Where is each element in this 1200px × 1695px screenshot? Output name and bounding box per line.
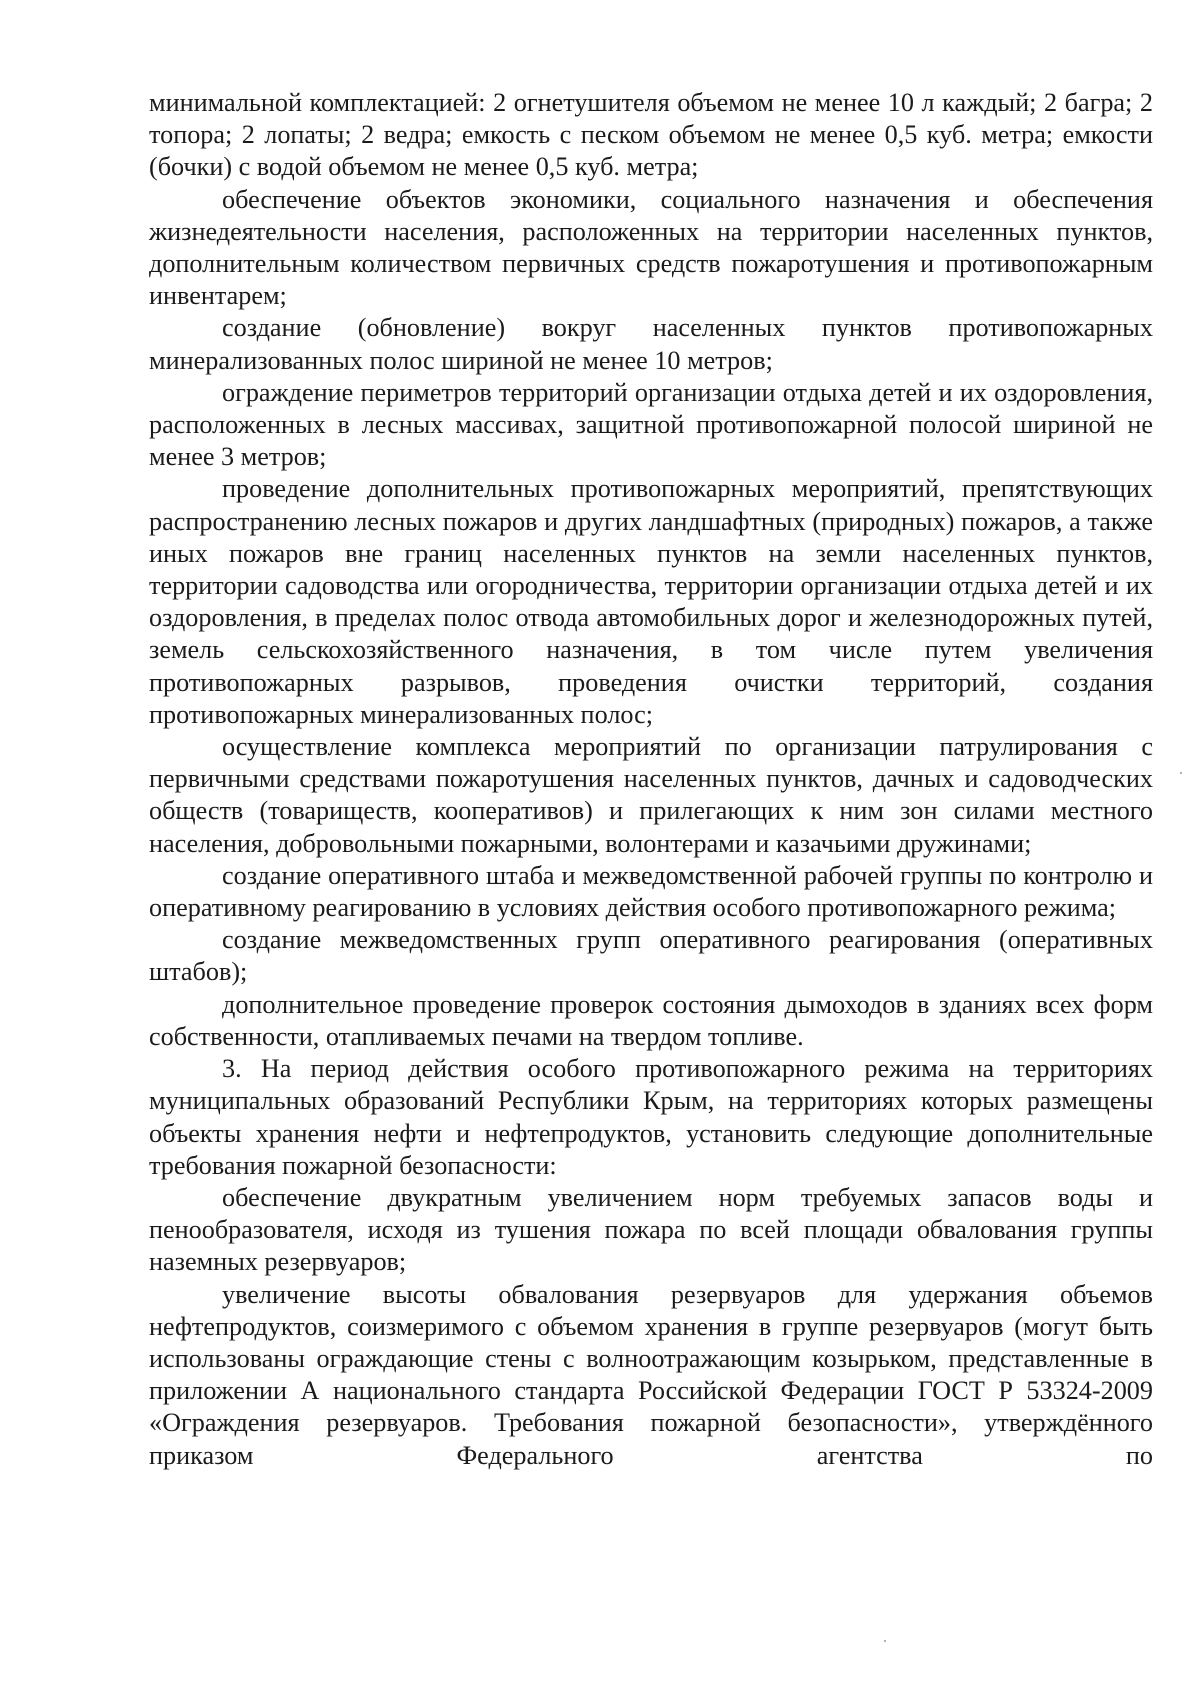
scan-speck (884, 1640, 886, 1642)
paragraph: обеспечение объектов экономики, социального назначения и обеспечения жизнедеятельности населения, расположенных на территории населенных пунктов, дополнительным количеством первичных средств пожаротушения и противопожарным инвентарем; (149, 184, 1153, 311)
paragraph-continues: увеличение высоты обвалования резервуаров для удержания объемов нефтепродуктов, соизмеримого с объемом хранения в группе резервуаров (могут быть использованы ограждающие стены с волноотражающим козырьком, представленные в приложении А национального стандарта Российской Федерации ГОСТ Р 53324-2009 «Ограждения резервуаров. Требования пожарной безопасности», утверждённого приказом Федерального агентства по (149, 1279, 1153, 1470)
section-paragraph: 3. На период действия особого противопожарного режима на территориях муниципальных образований Республики Крым, на территориях которых размещены объекты хранения нефти и нефтепродуктов, установить следующие дополнительные требования пожарной безопасности: (149, 1054, 1153, 1180)
paragraph: создание (обновление) вокруг населенных пунктов противопожарных минерализованных полос шириной не менее 10 метров; (149, 313, 1153, 375)
paragraph: проведение дополнительных противопожарных мероприятий, препятствующих распространению лесных пожаров и других ландшафтных (природных) пожаров, а также иных пожаров вне границ населенных пунктов на земли населенных пунктов, территории садоводства или огородничества, территории организации отдыха детей и их оздоровления, в пределах полос отвода автомобильных дорог и железнодорожных путей, земель сельскохозяйственного назначения, в том числе путем увеличения противопожарных разрывов, проведения очистки территорий, создания противопожарных минерализованных полос; (149, 474, 1153, 729)
paragraph: создание оперативного штаба и межведомственной рабочей группы по контролю и оперативному реагированию в условиях действия особого противопожарного режима; (149, 860, 1153, 923)
paragraph-continuation: минимальной комплектацией: 2 огнетушителя объемом не менее 10 л каждый; 2 багра; 2 топора; 2 лопаты; 2 ведра; емкость с песком объемом не менее 0,5 куб. метра; емкости (бочки) с водой объемом не менее 0,5 куб. метра; (149, 88, 1153, 182)
scan-speck (1180, 772, 1182, 774)
paragraph: создание межведомственных групп оперативного реагирования (оперативных штабов); (149, 925, 1153, 987)
paragraph: обеспечение двукратным увеличением норм требуемых запасов воды и пенообразователя, исходя из тушения пожара по всей площади обвалования группы наземных резервуаров; (149, 1182, 1153, 1277)
document-body (149, 87, 1153, 1472)
paragraph: дополнительное проведение проверок состояния дымоходов в зданиях всех форм собственности, отапливаемых печами на твердом топливе. (149, 989, 1153, 1051)
paragraph: ограждение периметров территорий организации отдыха детей и их оздоровления, расположенных в лесных массивах, защитной противопожарной полосой шириной не менее 3 метров; (149, 377, 1153, 472)
paragraph: осуществление комплекса мероприятий по организации патрулирования с первичными средствами пожаротушения населенных пунктов, дачных и садоводческих обществ (товариществ, кооперативов) и прилегающих к ним зон силами местного населения, добровольными пожарными, волонтерами и казачьими дружинами; (149, 732, 1153, 858)
